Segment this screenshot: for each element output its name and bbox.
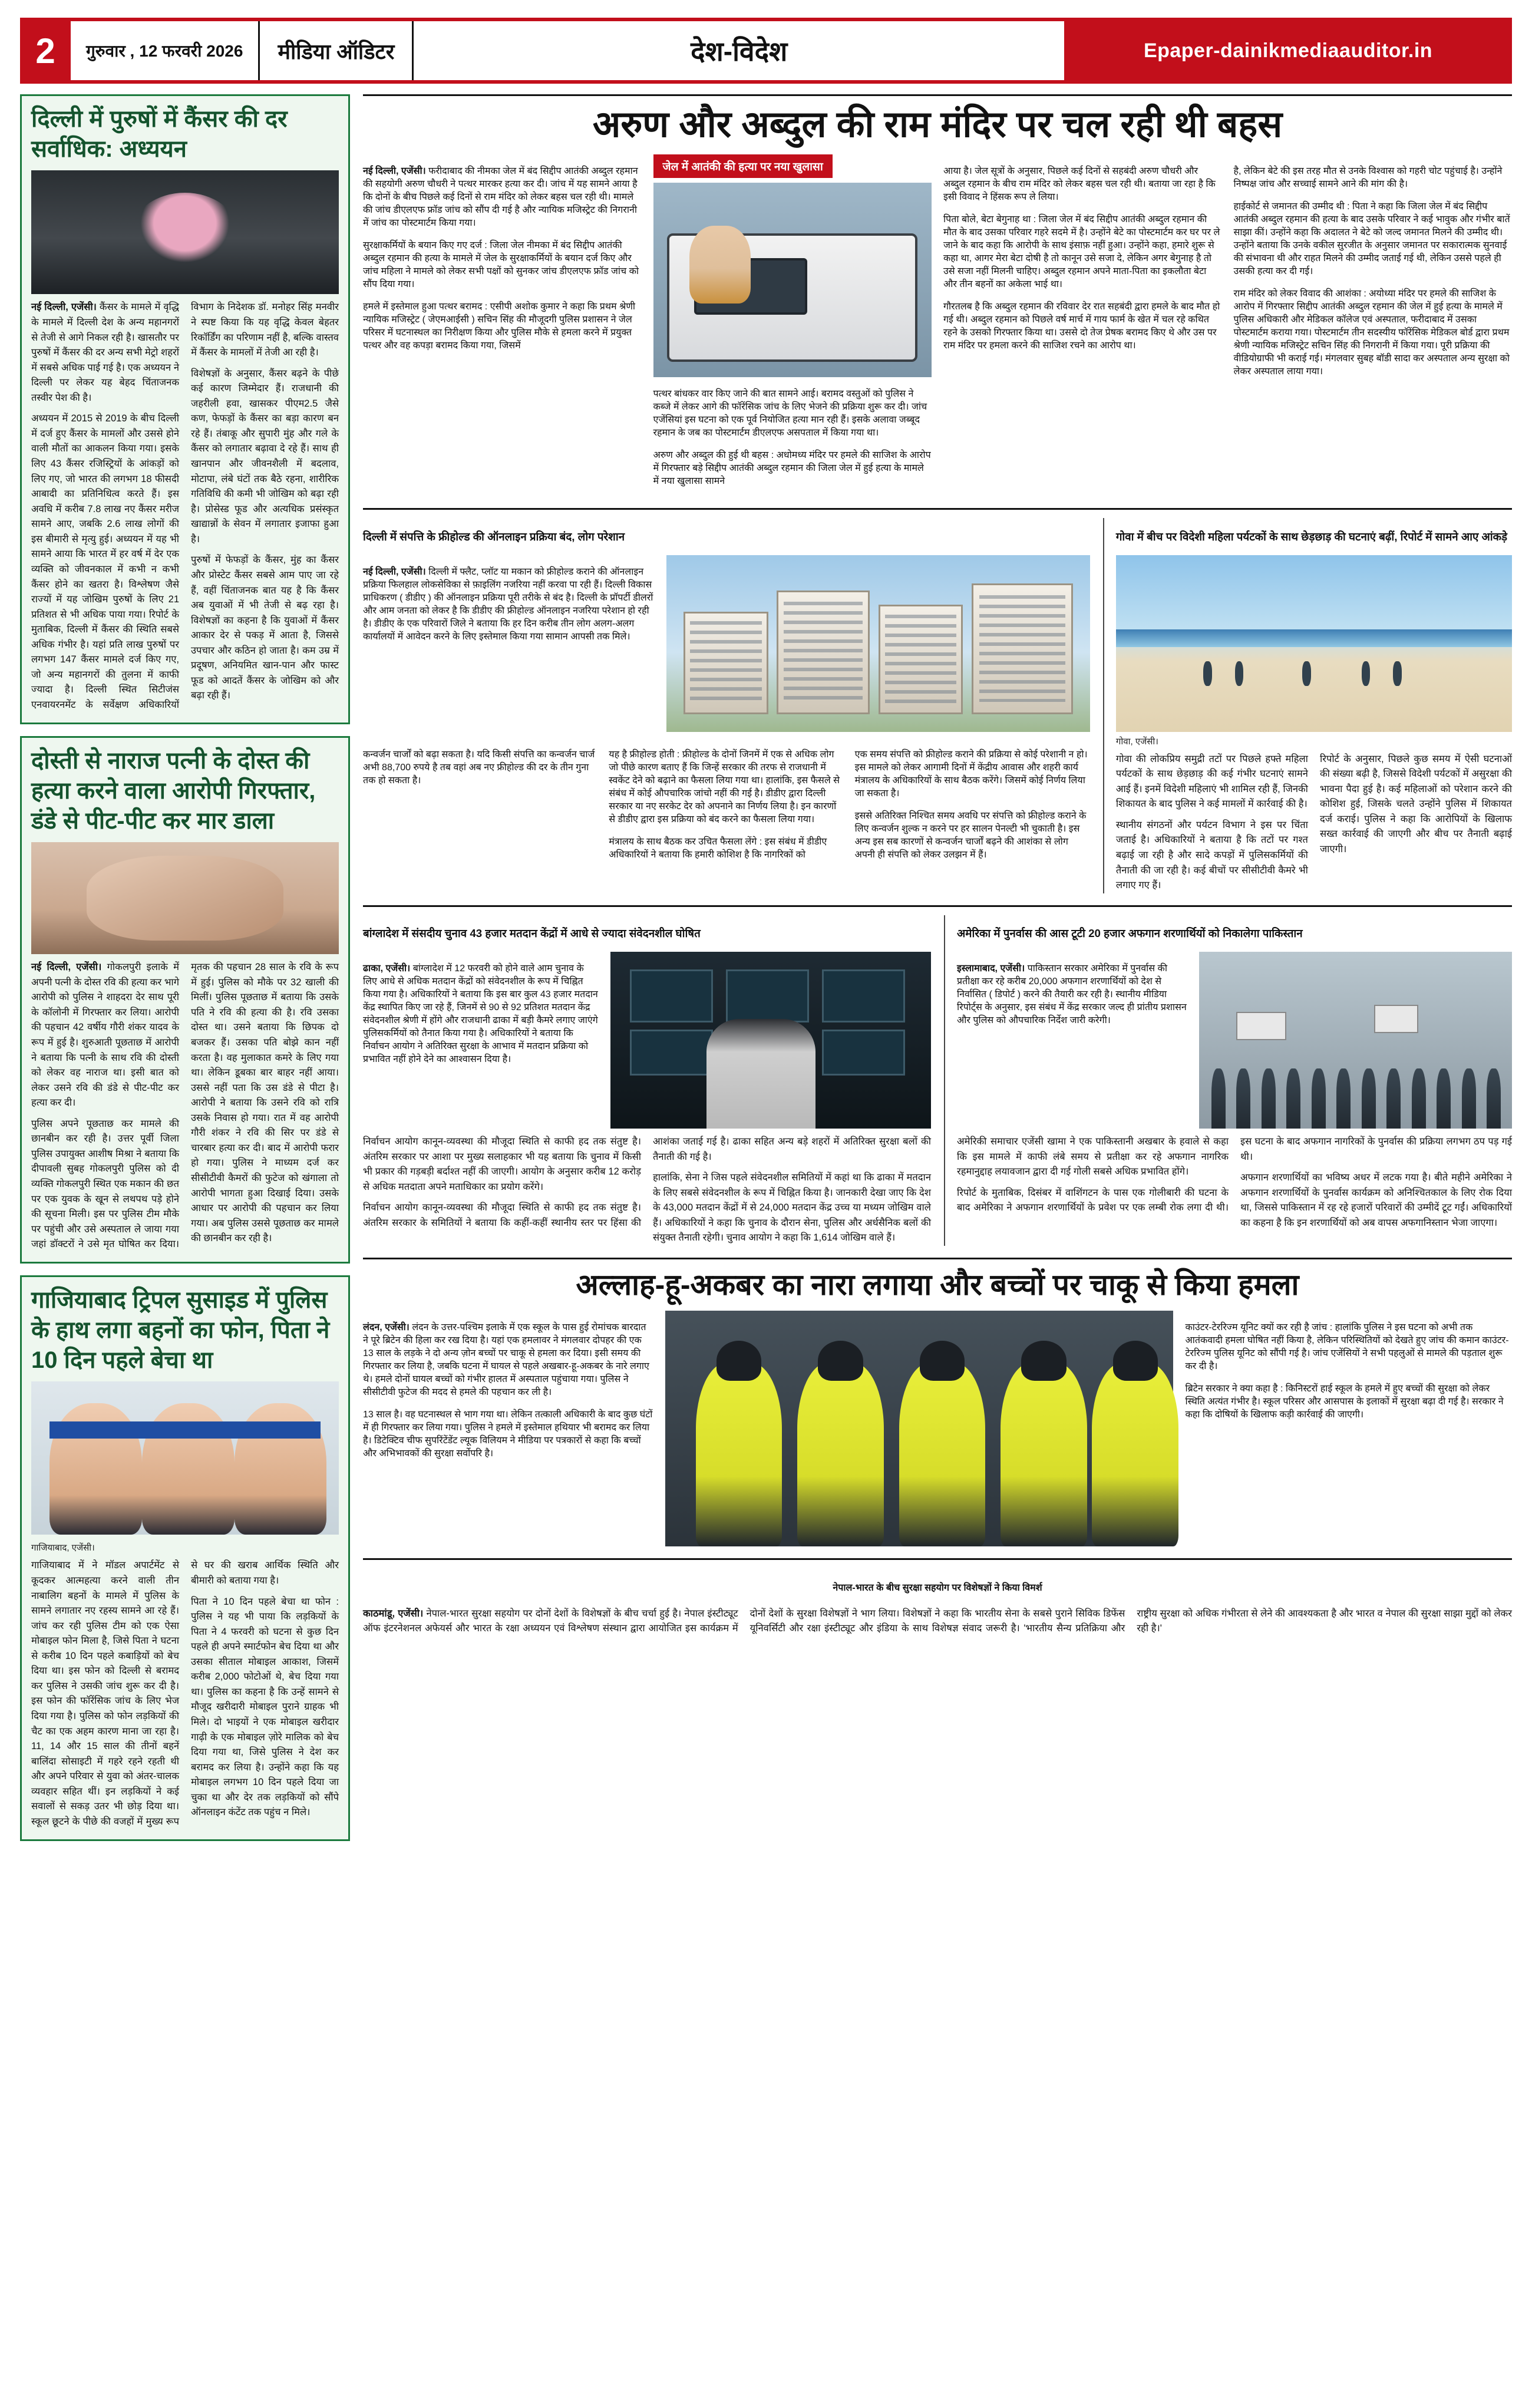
para-2: अमेरिकी समाचार एजेंसी खामा ने एक पाकिस्तानी अखबार के हवाले से कहा कि इस मामले में काफी लंबे समय से प्रतीक्षा कर रहे अफगान नागरिक रहमानुद्दाह लयावजान द्वारा दी गई गोली सबसे अधिक प्रभावित होंगे।: [957, 1136, 1229, 1177]
apartment-buildings-photo: [666, 555, 1090, 732]
story-london-knife-attack: [363, 1258, 1512, 1546]
lead-col-2: [653, 154, 932, 496]
para-2: कन्वर्जन चार्जों को बढ़ा सकता है। यदि किसी संपत्ति का कन्वर्जन चार्ज अभी 88,700 रुपये है तब वहां अब नए फ्रीहोल्ड की दर के तीन गुना तक हो सकता है।: [363, 749, 595, 786]
para-4: पुरुषों में फेफड़ों के कैंसर, मुंह का कैंसर और प्रोस्टेट कैंसर सबसे आम पाए जा रहे हैं, वहीं चिंताजनक बात यह है कि कैंसर अब युवाओं में भी तेजी से बढ़ रहा है। विशेषज्ञों का कहना है कि युवाओं में कैंसर आकार देर से पकड़ में आता है, जिससे उपचार और कठिन हो जाता है। कम उम्र में प्रदूषण, अनियमित खान-पान और फास्ट फूड को आदतें कैंसर के जोखिम को और बढ़ा रही हैं।: [191, 555, 339, 701]
freehold-photo-wrap: [666, 555, 1090, 732]
story-headline: दोस्ती से नाराज पत्नी के दोस्त की हत्या करने वाला आरोपी गिरफ्तार, डंडे से पीट-पीट कर मार डाला: [31, 747, 316, 834]
para-2: हाईकोर्ट से जमानत की उम्मीद थी : पिता ने कहा कि जिला जेल में बंद सिद्दीप आतंकी अब्दुल रहमान की हत्या के बाद उसके परिवार ने कई भावुक और गंभीर बातें साझा कीं। उन्होंने कहा कि अदालत ने बेटे को जल्द जमानत मिलने की उम्मीद थी। उन्होंने बताया कि उनके वकील सुरजीत के अनुसार जमानत पर सकारात्मक सुनवाई की संभावना थी और राहत मिलने की उम्मीद जताई गई थी, लेकिन उससे पहले ही उसकी हत्या कर दी गई।: [1233, 202, 1510, 277]
page-number: 2: [20, 21, 71, 80]
para-3: राम मंदिर को लेकर विवाद की आशंका : अयोध्या मंदिर पर हमले की साजिश के आरोप में गिरफ्तार सिद्दीप आतंकी अब्दुल रहमान की जेल में हुई हत्या के मामले में पुलिस अधिकारी और मेडिकल कॉलेज एवं अस्पताल, फरीदाबाद में उसका पोस्टमार्टम कराया गया। पोस्टमार्टम तीन सदस्यीय फॉरेंसिक मेडिकल बोर्ड द्वारा प्रथम श्रेणी न्यायिक मजिस्ट्रेट सचिन सिंह की निगरानी में किया गया। पूरी प्रक्रिया की वीडियोग्राफी भी कराई गई। मंगलवार सुबह बॉडी सादा कर अस्पताल अन्य सुरक्षा को लेकर अस्पताल लाया गया।: [1233, 289, 1510, 377]
para-1: गोवा की लोकप्रिय समुद्री तटों पर पिछले हफ्ते महिला पर्यटकों के साथ छेड़छाड़ की कई गंभीर घटनाएं सामने आई हैं। इनमें विदेशी महिलाएं भी शामिल रही हैं, जिनकी शिकायत के बाद पुलिस ने कई मामलों में कार्रवाई की है।: [1115, 753, 1308, 810]
para-1: नेपाल-भारत सुरक्षा सहयोग पर दोनों देशों के विशेषज्ञों के बीच चर्चा हुई है। नेपाल इंस्टीट्यूट ऑफ इंटरनेशनल अफेयर्स और भारत के रक्षा अध्ययन एवं विश्लेषण संस्थान द्वारा आयोजित इस कार्यक्रम में दोनों देशों के सुरक्षा विशेषज्ञों ने भाग लिया। विशेषज्ञों ने कहा कि भारतीय सेना के सबसे पुराने सिविक डिफेंस यूनिवर्सिटी और रक्षा इंस्टीट्यूट और इंडिया के साथ विशेषज्ञ संवाद जरूरी है। 'भारतीय सैन्य प्रतिक्रिया और राष्ट्रीय सुरक्षा को अधिक गंभीरता से लेने की आवश्यकता है और भारत व नेपाल की सुरक्षा साझा मुद्दों को लेकर रही है।': [363, 1608, 1512, 1634]
bangladesh-body: [363, 1134, 931, 1246]
masthead: [20, 18, 1512, 84]
page-grid: [20, 94, 1512, 1841]
para-1: बांग्लादेश में 12 फरवरी को होने वाले आम चुनाव के लिए आधे से अधिक मतदान केंद्रों को संवेदनशील के रूप में चिह्नित किया गया है। अधिकारियों ने बताया कि इस बार कुल 43 हजार मतदान केंद्र स्थापित किए जा रहे हैं, जिनमें से 90 से 92 प्रतिशत मतदान केंद्र संवेदनशील श्रेणी में होंगे और राजधानी ढाका में बड़ी कैमरे लगाए जाएंगे पुलिसकर्मियों को तैनात किया गया है। अधिकारियों ने बताया कि निर्वाचन आयोग ने अतिरिक्त सुरक्षा के आभाव में मतदान प्रक्रिया को प्रभावित नहीं होने देने का आश्वासन दिया है।: [363, 964, 598, 1065]
para-3: काउंटर-टेररिज्म यूनिट क्यों कर रही है जांच : हालांकि पुलिस ने इस घटना को अभी तक आतंकवादी हमला घोषित नहीं किया है, लेकिन परिस्थितियों को देखते हुए जांच की कमान काउंटर-टेररिज्म पुलिस यूनिट को सौंपी गई है। जांच एजेंसियों ने सभी पहलुओं से मामले की पड़ताल शुरू कर दी है।: [1185, 1322, 1509, 1372]
london-photo-wrap: [665, 1311, 1174, 1546]
photo-caption: गाजियाबाद, एजेंसी।: [31, 1543, 95, 1553]
para-3: विशेषज्ञों के अनुसार, कैंसर बढ़ने के पीछे कई कारण जिम्मेदार हैं। राजधानी की जहरीली हवा, खासकर पीएम2.5 जैसे कण, फेफड़ों के कैंसर का बड़ा कारण बन रहे हैं। तंबाकू और सुपारी मुंह और गले के कैंसर को लगातार बढ़ावा दे रहे हैं। साथ ही खानपान और जीवनशैली में बदलाव, मोटापा, लंबे घंटों तक बैठे रहना, शारीरिक गतिविधि की कमी भी जोखिम को बढ़ा रही है। प्रोसेस्ड फूड और अत्यधिक प्रसंस्कृत खाद्यान्नों के सेवन में लगातार इजाफा हुआ है।: [191, 368, 339, 545]
dateline: ढाका, एजेंसी।: [363, 964, 411, 974]
nepal-body: [363, 1607, 1512, 1638]
para-1: कैंसर के मामले में वृद्धि के मामले में दिल्ली देश के अन्य महानगरों से तेजी से आगे निकल रही है। खासतौर पर पुरुषों में कैंसर की दर अन्य सभी मेट्रो शहरों में सबसे अधिक पाई गई है। एक अध्ययन ने दिल्ली पर लेकर यह बेहद चिंताजनक तस्वीर पेश की है।: [31, 302, 179, 403]
freehold-col-a: [363, 738, 598, 870]
freehold-col-b: [609, 738, 844, 870]
story-freehold-online: [363, 518, 1090, 893]
afghan-body: [957, 1134, 1512, 1231]
london-col-1: [363, 1311, 653, 1546]
goa-beach-photo: [1116, 555, 1512, 732]
right-column: [363, 94, 1512, 1841]
para-1: गाजियाबाद में ने मॉडल अपार्टमेंट से कूदकर आत्महत्या करने वाली तीन नाबालिग बहनों के मामले में पुलिस के सामने लगातार नए रहस्य सामने आ रहे हैं। जांच कर रही पुलिस टीम को एक ऐसा मोबाइल फोन मिला है, जिसे पिता ने घटना से करीब 10 दिन पहले कबाड़ियों को बेच दिया था। इस फोन को दिल्ली से बरामद कर पुलिस ने उसकी जांच शुरू कर दी है। इस फोन की फॉरेंसिक जांच के लिए भेज दिया गया है। पुलिस को फोन लड़कियों की चैट का एक अहम कारण माना जा रहा है। 11, 14 और 15 साल की तीनों बहनें बालिंदा सोसाइटी में गहरे रहने रहती थी और अपने परिवार से युवा को अंतर-चालक व्यवहार सहित थीं। इन लड़कियों ने कई सवालों से सकड़ उतर भी छोड़ दिया था। स्कूल छूटने के पीछे की वजहों में मुख्य रूप से घर की खराब आर्थिक स्थिति और बीमारी को बताया गया है।: [31, 1560, 339, 1827]
para-4: अफगान शरणार्थियों का भविष्य अधर में लटक गया है। बीते महीने अमेरिका ने अफगान शरणार्थियों के पुनर्वास कार्यक्रम को अनिश्चितकाल के लिए रोक दिया था, जिससे पाकिस्तान में रह रहे हजारों परिवारों की उम्मीदें टूट गईं। अधिकारियों का कहना है कि इन शरणार्थियों को अब वापस अफगानिस्तान भेजा जाएगा।: [1240, 1172, 1512, 1228]
para-5: एक समय संपत्ति को फ्रीहोल्ड कराने की प्रक्रिया से कोई परेशानी न हो। इस मामले को लेकर आगामी दिनों में केंद्रीय आवास और शहरी कार्य मंत्रालय के अधिकारियों के साथ बैठक करेंगे। जिसमें कोई निर्णय लिया जा सकता है।: [854, 749, 1088, 799]
cctv-control-room-photo: [610, 952, 931, 1129]
package-property-goa: [363, 508, 1512, 893]
para-1: दिल्ली में फ्लैट, प्लॉट या मकान को फ्रीहोल्ड कराने की ऑनलाइन प्रक्रिया फिलहाल लोकसेविका से फ़ाइलिंग नजरिया नहीं करवा पा रही हैं। दिल्ली विकास प्राधिकरण ( डीडीए ) की ऑनलाइन प्रक्रिया पूरी तरीके से बंद है। दिल्ली के प्रॉपर्टी डीलरों और आम जनता को लेकर है कि डीडीए की फ्रीहोल्ड ऑनलाइन नजरिया परेशान हो रही है। डीडीए के एक परिवारों जिले ने बताया कि हर दिन करीब तीन लोग अलग-अलग कार्यालयों में आवेदन करने के लिए इस्तेमाल किया गया सामान आपसी तक मिले।: [363, 566, 653, 642]
para-2: 13 साल है। वह घटनास्थल से भाग गया था। लेकिन तत्काली अधिकारी के बाद कुछ घंटों में ही गिरफ्तार कर लिया गया। पुलिस ने हमले में इस्तेमाल हथियार भी बरामद कर लिया है। डिटेक्टिव चीफ सुपरिंटेंडेंट ल्यूक विलियम ने मीडिया पर पत्रकारों से कहा कि बच्चों और अभिभावकों की सुरक्षा सर्वोपरि है।: [363, 1410, 653, 1459]
goa-body: [1116, 752, 1512, 893]
para-1: गोकलपुरी इलाके में अपनी पत्नी के दोस्त रवि की हत्या कर भागे आरोपी को पुलिस ने शाहदरा देर साथ पूरी के कॉलोनी में गिरफ्तार कर लिया। आरोपी की पहचान 42 वर्षीय गौरी शंकर यादव के रूप में हुई है। शुरुआती पूछताछ में आरोपी ने बताया कि पत्नी के साथ रवि की दोस्ती को लेकर वह नाराज था। इसी बात को लेकर उसने रवि की डंडे से पीट-पीट कर हत्या कर दी।: [31, 962, 179, 1109]
para-1: आया है। जेल सूत्रों के अनुसार, पिछले कई दिनों से सहबंदी अरुण चौधरी और अब्दुल रहमान के बीच राम मंदिर को लेकर बहस चल रही थी। बताया जा रहा है कि इसी विवाद ने हिंसक रूप ले लिया।: [943, 166, 1216, 203]
lead-col-1: [363, 154, 642, 496]
dateline: लंदन, एजेंसी।: [363, 1322, 410, 1333]
para-3: रिपोर्ट के मुताबिक, दिसंबर में वाशिंगटन के पास एक गोलीबारी की घटना के बाद अमेरिका ने अफगान शरणार्थियों के प्रवेश पर एक लम्बी रोक लगा दी थी। इस घटना के बाद अफगान नागरिकों के पुनर्वास की प्रक्रिया लगभग ठप पड़ गई थी।: [957, 1136, 1512, 1213]
dateline: नई दिल्ली, एजेंसी।: [363, 566, 426, 577]
story-headline: नेपाल-भारत के बीच सुरक्षा सहयोग पर विशेषज्ञों ने किया विमर्श: [833, 1583, 1042, 1594]
para-2: अध्ययन में 2015 से 2019 के बीच दिल्ली में दर्ज हुए कैंसर के मामलों और उससे होने वाली मौतों का आकलन किया गया। इसके लिए 43 कैंसर रजिस्ट्रियों के आंकड़ों को लिए गए, जो भारत की लगभग 18 फीसदी आबादी का प्रतिनिधित्व करते हैं। इस अवधि में करीब 7.8 लाख नए कैंसर मरीज सामने आए, जबकि 2.6 लाख लोगों की इस बीमारी से मृत्यु हुई। अध्ययन में यह भी सामने आया कि भारत में हर वर्ष में देर एक व्यक्ति को जीवनकाल में कभी न कभी कैंसर होने का खतरा है। विश्लेषण जैसे राज्यों में यह जोखिम पुरुषों के लिए 21 प्रतिशत से भी अधिक पाया गया। रिपोर्ट के मुताबिक, दिल्ली में कैंसर की स्थिति सबसे अधिक गंभीर है। यहां प्रति लाख पुरुषों पर लगभग 147 कैंसर मामले दर्ज किए गए, जो अन्य महानगरों की तुलना में काफी ज्यादा है। दिल्ली स्थित सिटीजंस एनवायरनमेंट के सर्वेक्षण अधिकारियों विभाग के निदेशक डॉ. मनोहर सिंह मनवीर ने स्पष्ट किया कि यह वृद्धि केवल बेहतर रिकॉर्डिंग का परिणाम नहीं है, बल्कि वास्तव में कैंसर के मामलों में तेजी आ रही है।: [31, 302, 339, 710]
para-6: इससे अतिरिक्त निश्चित समय अवधि पर संपत्ति को फ्रीहोल्ड कराने के लिए कन्वर्जन शुल्क न करने पर हर सालन पेनल्टी भी चुकाती है। इस अन्य इस सब कारणों से कन्वर्जन चार्जों बढ़ने की आशंका से लोग अपनी ही संपत्ति को लेकर उलझन में हैं।: [854, 810, 1087, 860]
refugee-protest-photo: [1199, 952, 1512, 1129]
section-title: देश-विदेश: [691, 36, 788, 67]
story-headline: दिल्ली में पुरुषों में कैंसर की दर सर्वाधिक: अध्ययन: [31, 106, 288, 163]
publication-date: गुरुवार , 12 फरवरी 2026: [71, 21, 260, 80]
photo-caption: गोवा, एजेंसी।: [1115, 736, 1158, 747]
para-3: रिपोर्ट के अनुसार, पिछले कुछ समय में ऐसी घटनाओं की संख्या बढ़ी है, जिससे विदेशी पर्यटकों में असुरक्षा की भावना पैदा हुई है। कई महिलाओं को परेशान करने की कोशिश हुई, जिसके चलते उन्होंने पुलिस में शिकायत दर्ज कराई। पुलिस ने कहा कि आरोपियों के खिलाफ सख्त कार्रवाई की जाएगी और बीच पर तैनाती बढ़ाई जाएगी।: [1319, 753, 1512, 855]
story-headline: गोवा में बीच पर विदेशी महिला पर्यटकों के साथ छेड़छाड़ की घटनाएं बढ़ीं, रिपोर्ट में सामने आए आंकड़े: [1115, 530, 1508, 543]
para-2: सुरक्षाकर्मियों के बयान किए गए दर्ज : जिला जेल नीमका में बंद सिद्दीप आतंकी अब्दुल रहमान की हत्या के मामले में जेल के सुरक्षाकर्मियों के बयान दर्ज किए और जांच महिला ने मामले को लेकर सभी पक्षों को सुनकर जांच डीएलएफ फ्रॉड जांच को सौंप दिया गया।: [363, 240, 639, 290]
para-3: निर्वाचन आयोग कानून-व्यवस्था की मौजूदा स्थिति से काफी हद तक संतुष्ट है। अंतरिम सरकार के समितियों ने बताया कि कहीं-कहीं स्थानीय स्तर पर हिंसा की आशंका जताई गई है। ढाका सहित अन्य बड़े शहरों में अतिरिक्त सुरक्षा बलों की तैनाती की गई है।: [363, 1136, 931, 1228]
para-2: पिता बोले, बेटा बेगुनाह था : जिला जेल में बंद सिद्दीप आतंकी अब्दुल रहमान की मौत के बाद उसका परिवार गहरे सदमे में है। उन्होंने बेटे का पोस्टमार्टम कर घर पर ले जाने के बाद कहा कि आरोपी के साथ इंसाफ़ नहीं हुआ। उन्होंने कहा, हमारे शुरू से कहा था, आगर मेरा बेटा दोषी है तो कानून उसे सजा दे, लेकिन अगर बेगुनाह है तो उसे सजा नहीं मिलनी चाहिए। अब्दुल रहमान अपने माता-पिता का इकलौता बेटा और तीन बहनों का अकेला भाई था।: [943, 215, 1220, 290]
afghan-col-1: [957, 952, 1188, 1129]
para-4: हालांकि, सेना ने जिस पहले संवेदनशील समितियों में कहां था कि ढाका में मतदान के लिए सबसे संवेदनशील के रूप में चिह्नित किया है। जानकारी देखा जाए कि देश के 43,000 मतदान केंद्रों में से 24,000 मतदान केंद्र उच्च या मध्यम जोखिम वाले हैं। अधिकारियों ने कहा कि चुनाव के दौरान सेना, पुलिस और अर्धसैनिक बलों की संयुक्त तैनाती रहेगी। चुनाव आयोग ने कहा कि 1,614 जोखिम वाले हैं।: [653, 1172, 931, 1243]
lead-story-arun-abdul: [363, 94, 1512, 496]
para-2: स्थानीय संगठनों और पर्यटन विभाग ने इस पर चिंता जताई है। अधिकारियों ने बताया है कि तटों पर गश्त बढ़ाई जा रही है और सादे कपड़ों में पुलिसकर्मियों की तैनाती की जा रही है। कई बीचों पर सीसीटीवी कैमरे भी लगाए गए हैं।: [1115, 819, 1308, 891]
story-goa-beach: [1103, 518, 1512, 893]
website-url[interactable]: Epaper-dainikmediaauditor.in: [1064, 21, 1512, 80]
story-bangladesh-election: [363, 915, 931, 1246]
lead-col-3: [943, 154, 1222, 496]
dateline: नई दिल्ली, एजेंसी।: [31, 302, 97, 313]
dateline: नई दिल्ली, एजेंसी।: [363, 166, 426, 177]
story-headline: अल्लाह-हू-अकबर का नारा लगाया और बच्चों पर चाकू से किया हमला: [576, 1268, 1299, 1302]
story-ghaziabad-suicide: [20, 1275, 350, 1841]
para-2: निर्वाचन आयोग कानून-व्यवस्था की मौजूदा स्थिति से काफी हद तक संतुष्ट है। अंतरिम सरकार पर आशा पर मुख्य सलाहकार भी यह बताया कि चुनाव में किसी भी प्रकार की गड़बड़ी बर्दाश्त नहीं की जाएगी। आयोग के अनुसार करीब 12 करोड़ से अधिक मतदाता अपने मताधिकार का प्रयोग करेंगे।: [363, 1136, 641, 1192]
dateline: काठमांडू, एजेंसी।: [363, 1608, 424, 1619]
sisters-photo: [31, 1381, 339, 1535]
bangladesh-col-1: [363, 952, 600, 1129]
para-2: पिता ने 10 दिन पहले बेचा था फोन : पुलिस ने यह भी पाया कि लड़कियों के पिता ने 4 फरवरी को घटना से कुछ दिन पहले ही अपने स्मार्टफोन बेच दिया था और उसका सीताल मोबाइल आकाश, जिसमें करीब 2,000 फोटोओं थे, बेच दिया गया था। पुलिस का कहना है कि उन्हें सामने से मौजूद खरीदारी मोबाइल पुराने ग्राहक भी मिले। दो भाइयों ने एक मोबाइल खरीदार गाढ़ी के एक मोबाइल ज़ोरे मालिक को बेच दिया गया था, जिसे पुलिस ने देश कर बरामद कर लिया है। उन्होंने कहा कि यह मोबाइल लगभग 10 दिन पहले दिया जा चुका था और देर तक लड़कियों को सौंपे ऑनलाइन कंटेंट तक पहुंच न मिले।: [191, 1596, 339, 1818]
story-afghan-refugees: [944, 915, 1512, 1246]
story-cancer-delhi: [20, 94, 350, 724]
story-murder-gokalpuri: [20, 736, 350, 1264]
prison-van-photo: [653, 183, 932, 377]
para-2: अरुण और अब्दुल की हुई थी बहस : अधोमध्य मंदिर पर हमले की साजिश के आरोप में गिरफ्तार बड़े सिद्दीप आतंकी अब्दुल रहमान की जिला जेल में हुई हत्या के मामले में नया खुलासा सामने: [653, 450, 931, 487]
dateline: इस्लामाबाद, एजेंसी।: [957, 964, 1025, 974]
story-body: [31, 1558, 339, 1829]
dateline: नई दिल्ली, एजेंसी।: [31, 962, 102, 973]
cancer-awareness-photo: [31, 170, 339, 294]
para-4: ब्रिटेन सरकार ने क्या कहा है : किनिस्टरों हाई स्कूल के हमले में हुए बच्चों की सुरक्षा को लेकर स्थिति अत्यंत गंभीर है। स्कूल परिसर और आसपास के इलाकों में सुरक्षा बढ़ा दी गई है। सरकार ने कहा कि दोषियों के खिलाफ कड़ी कार्रवाई की जाएगी।: [1185, 1384, 1504, 1420]
newspaper-brand: मीडिया ऑडिटर: [260, 21, 414, 80]
lead-col-4: [1234, 154, 1513, 496]
story-body: [31, 960, 339, 1252]
london-col-3: [1185, 1311, 1512, 1546]
package-bangladesh-afghan: [363, 905, 1512, 1246]
story-headline: अमेरिका में पुनर्वास की आस टूटी 20 हजार अफगान शरणार्थियों को निकालेगा पाकिस्तान: [957, 927, 1303, 940]
para-1: पत्थर बांधकर वार किए जाने की बात सामने आई। बरामद वस्तुओं को पुलिस ने कब्जे में लेकर आगे की फॉरेंसिक जांच के लिए भेजने की प्रक्रिया शुरू कर दी। जांच एजेंसियां इस घटना को एक पूर्व नियोजित हत्या मान रही हैं। इसके अलावा जब्बूद रहमान के जब का पोस्टमार्टम डीएलएफ असपताल में किया गया था।: [653, 389, 927, 438]
police-officers-photo: [665, 1311, 1174, 1546]
para-4: मंत्रालय के साथ बैठक कर उचित फैसला लेंगे : इस संबंध में डीडीए अधिकारियों ने बताया कि हमारी कोशिश है कि नागरिकों को: [609, 836, 827, 860]
story-body: [31, 300, 339, 712]
para-3: हमले में इस्तेमाल हुआ पत्थर बरामद : एसीपी अशोक कुमार ने कहा कि प्रथम श्रेणी न्यायिक मजिस्ट्रेट ( जेएमआईसी ) सचिन सिंह की मौजूदगी पुलिस प्रशासन ने जेल परिसर में घटनास्थल का निरीक्षण किया और पुलिस मौके से हमला करने में प्रयुक्त पत्थर और वह कपड़ा बरामद किया गया, जिसमें: [363, 302, 636, 351]
freehold-col-c: [855, 738, 1090, 870]
afghan-photo-wrap: [1199, 952, 1512, 1129]
para-1: है, लेकिन बेटे की इस तरह मौत से उनके विश्वास को गहरी चोट पहुंचाई है। उन्होंने निष्पक्ष जांच और सच्चाई सामने आने की मांग की है।: [1233, 166, 1503, 190]
freehold-col-1: [363, 555, 656, 732]
story-nepal-india-security: [363, 1558, 1512, 1638]
story-headline: दिल्ली में संपत्ति के फ्रीहोल्ड की ऑनलाइन प्रक्रिया बंद, लोग परेशान: [363, 530, 625, 543]
story-kicker: जेल में आतंकी की हत्या पर नया खुलासा: [653, 154, 833, 178]
handcuffs-photo: [31, 842, 339, 954]
para-1: फरीदाबाद की नीमका जेल में बंद सिद्दीप आतंकी अब्दुल रहमान की सहयोगी अरुण चौधरी ने पत्थर मारकर हत्या कर दी। जांच में यह सामने आया है कि दोनों के बीच पिछले कई दिनों से राम मंदिर को लेकर बहस चल रही थी। मामले की जांच डीएलएफ फ्रॉड जांच को सौंप दी गई है और न्यायिक मजिस्ट्रेट की निगरानी में जांच का पोस्टमार्टम किया गया।: [363, 166, 638, 229]
para-3: यह है फ्रीहोल्ड होती : फ्रीहोल्ड के दोनों जिनमें में एक से अधिक लोग जो पीछे कारण बताए हैं कि जिन्हें सरकार की तरफ से राजधानी में स्वकेंट देने को बढ़ाने का फैसला लिया गया था। हालांकि, इस फैसले से संबंध में कोई औपचारिक जांचो नहीं की गई है। डीडीए द्वारा दिल्ली सरकार या नए सरकेट देर को अपनाने का निर्णय लिया है। इन कारणों से डीडीए द्वारा इस प्रक्रिया को बंद करने का फैसला लिया गया।: [609, 749, 840, 824]
story-headline: गाजियाबाद ट्रिपल सुसाइड में पुलिस के हाथ लगा बहनों का फोन, पिता ने 10 दिन पहले बेचा था: [31, 1287, 330, 1374]
left-column: [20, 94, 350, 1841]
para-3: गौरतलब है कि अब्दुल रहमान की रविवार देर रात सहबंदी द्वारा हमले के बाद मौत हो गई थी। अब्दुल रहमान को पिछले वर्ष मार्च में गाय फार्म के खेत में चल रहे कथित रहने के उसको गिरफ्तार किया था। उससे दो तेज प्रेषक बरामद किए थे और उस पर राम मंदिर पर हमला करने की साजिश रचने का आरोप था।: [943, 302, 1220, 351]
para-2: पुलिस अपने पूछताछ कर मामले की छानबीन कर रही है। उत्तर पूर्वी जिला पुलिस उपायुक्त आशीष मिश्रा ने बताया कि दीपावली सुबह गोकलपुरी पुलिस को दी व्यक्ति गोकलपुरी स्थित एक मकान की छत पर एक युवक के खून से लथपथ पड़े होने की सूचना मिली। इस पर पुलिस टीम मौके पर पहुंची और उसे अस्पताल ले जाया गया जहां डॉक्टरों ने उसे मृत घोषित कर दिया। मृतक की पहचान 28 साल के रवि के रूप में हुई। पुलिस को मौके पर 32 खाली की मिलीं। पुलिस पूछताछ में बताया कि उसके पति ने रवि की हत्या की है। रवि उसका दोस्त था। उसने बताया कि छिपक दो बजकर हैं। उसका पति बोझे कान नहीं करता है। वह मुलाकात कमरे के लिए गया था। लेकिन डूबका बार बाहर नहीं आया। उससे नहीं पता कि उस डंडे से पीटा है। आरोपी ने बताया कि उसने रवि को रात्रि उसके निवास हो गया। रात में वह आरोपी गौरी शंकर ने रवि की सिर पर डंडे से चारबार हत्या कर दी। बाद में आरोपी फरार हो गया। पुलिस ने माध्यम दर्ज कर सीसीटीवी कैमरों की फुटेज को खंगाला तो आरोपी भागता हुआ दिखाई दिया। उसके आधार पर आरोपी की पहचान कर लिया गया। अब पुलिस उससे पूछताछ कर मामले की छानबीन कर रही है।: [31, 962, 339, 1250]
bangladesh-photo-wrap: [610, 952, 931, 1129]
para-1: पाकिस्तान सरकार अमेरिका में पुनर्वास की प्रतीक्षा कर रहे करीब 20,000 अफगान शरणार्थियों को देश से निर्वासित ( डिपोर्ट ) करने की तैयारी कर रही है। स्थानीय मीडिया रिपोर्ट्स के अनुसार, इस संबंध में केंद्र सरकार जल्द ही प्रांतीय प्रशासन और पुलिस को औपचारिक निर्देश जारी करेगी।: [957, 964, 1187, 1026]
para-1: लंदन के उत्तर-पश्चिम इलाके में एक स्कूल के पास हुई रोमांचक बारदात ने पूरे ब्रिटेन की हिला कर रख दिया है। यहां एक हमलावर ने मंगलवार दोपहर की एक 13 साल के लड़के ने दो अन्य ज़ोन बच्चों पर चाकू से हमला कर दिया। इसी समय की गिरफ्तार कर लिया है, जबकि घटना में घायल से पहले अखबार-हू-अकबर के नारे लगाए थे। हमले दोनों घायल बच्चों को गंभीर हालत में अस्पताल पहुंचाया गया। पुलिस ने सीसीटीवी फुटेज की मदद से हमले की पहचान कर ली है।: [363, 1322, 649, 1398]
lead-headline: अरुण और अब्दुल की राम मंदिर पर चल रही थी बहस: [592, 104, 1283, 145]
story-headline: बांग्लादेश में संसदीय चुनाव 43 हजार मतदान केंद्रों में आधे से ज्यादा संवेदनशील घोषित: [363, 927, 701, 940]
